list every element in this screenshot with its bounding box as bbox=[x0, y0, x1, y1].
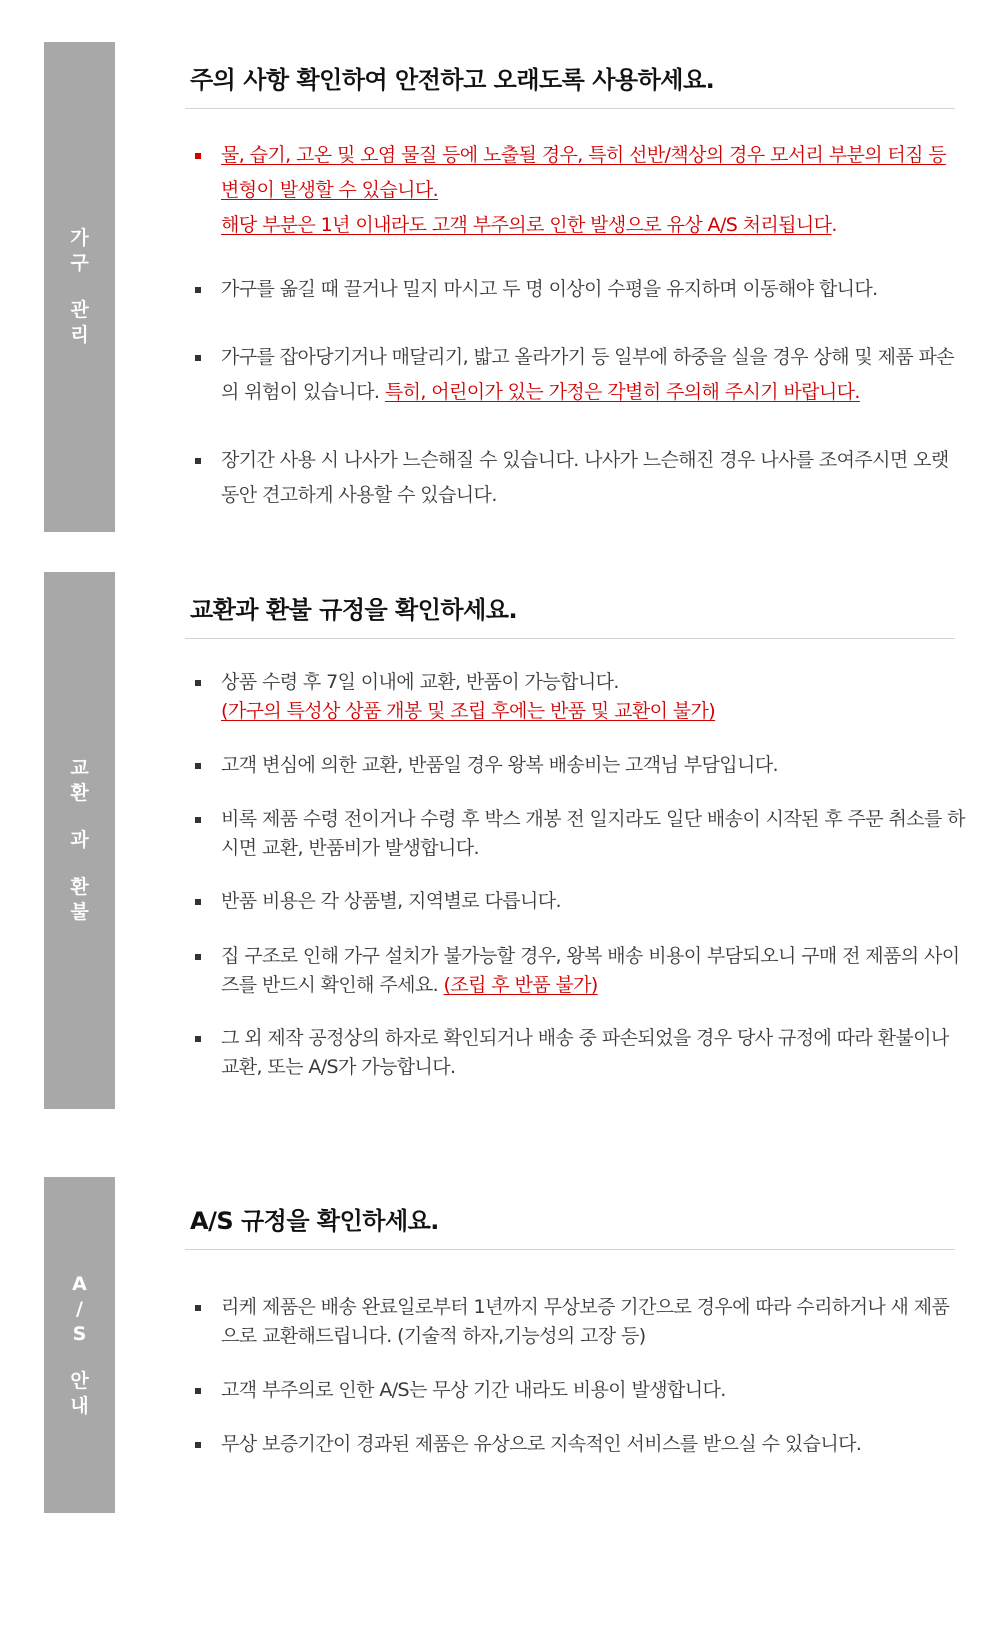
side-char: 가 bbox=[70, 227, 89, 249]
item-text: 고객 변심에 의한 교환, 반품일 경우 왕복 배송비는 고객님 부담입니다. bbox=[221, 754, 778, 776]
side-char: 구 bbox=[70, 252, 89, 274]
side-char: S bbox=[72, 1322, 87, 1345]
warning-text: (조립 후 반품 불가) bbox=[443, 974, 598, 996]
divider bbox=[185, 1249, 955, 1250]
side-char: 안 bbox=[70, 1369, 89, 1392]
item-text: 그 외 제작 공정상의 하자로 확인되거나 배송 중 파손되었을 경우 당사 규정에 따라 환불이나 교환, 또는 A/S가 가능합니다. bbox=[221, 1027, 949, 1078]
item-text: 가구를 옮길 때 끌거나 밀지 마시고 두 명 이상이 수평을 유지하며 이동해야 합니다. bbox=[221, 278, 878, 300]
bullet-icon bbox=[195, 1442, 201, 1448]
item-text: 고객 부주의로 인한 A/S는 무상 기간 내라도 비용이 발생합니다. bbox=[221, 1379, 726, 1401]
item-text: 가구를 잡아당기거나 매달리기, 밟고 올라가기 등 일부에 하중을 실을 경우 상해 및 제품 파손의 위험이 있습니다. bbox=[221, 346, 955, 403]
warning-text: 특히, 어린이가 있는 가정은 각별히 주의해 주시기 바랍니다. bbox=[384, 381, 860, 403]
side-char: 교 bbox=[70, 757, 89, 779]
section-heading: 교환과 환불 규정을 확인하세요. bbox=[190, 596, 518, 624]
bullet-icon bbox=[195, 1388, 201, 1394]
section-heading: A/S 규정을 확인하세요. bbox=[190, 1207, 439, 1235]
item-text: 반품 비용은 각 상품별, 지역별로 다릅니다. bbox=[221, 890, 561, 912]
item-text: 리케 제품은 배송 완료일로부터 1년까지 무상보증 기간으로 경우에 따라 수리하거나 새 제품으로 교환해드립니다. (기술적 하자,기능성의 고장 등) bbox=[221, 1296, 950, 1347]
bullet-icon bbox=[195, 1305, 201, 1311]
item-text: 집 구조로 인해 가구 설치가 불가능할 경우, 왕복 배송 비용이 부담되오니 구매 전 제품의 사이즈를 반드시 확인해 주세요. bbox=[221, 945, 960, 996]
side-tab-as-guide bbox=[44, 1177, 115, 1513]
warning-text: (가구의 특성상 상품 개봉 및 조립 후에는 반품 및 교환이 불가) bbox=[221, 700, 716, 722]
list-item bbox=[195, 1376, 965, 1405]
side-char: 과 bbox=[70, 829, 89, 851]
warning-text: 해당 부분은 1년 이내라도 고객 부주의로 인한 발생으로 유상 A/S 처리됩니다 bbox=[221, 214, 832, 236]
item-text: 상품 수령 후 7일 이내에 교환, 반품이 가능합니다. bbox=[221, 671, 619, 693]
warning-text: 물, 습기, 고온 및 오염 물질 등에 노출될 경우, 특히 선반/책상의 경우 모서리 부분의 터짐 등 bbox=[221, 144, 947, 166]
side-char: / bbox=[76, 1297, 83, 1320]
item-text: 무상 보증기간이 경과된 제품은 유상으로 지속적인 서비스를 받으실 수 있습니다. bbox=[221, 1433, 862, 1455]
list-item bbox=[195, 1293, 965, 1351]
side-char: 불 bbox=[70, 901, 89, 923]
side-char: 환 bbox=[70, 782, 89, 804]
side-char: 리 bbox=[70, 324, 89, 346]
side-char: 환 bbox=[70, 876, 89, 898]
warning-period: . bbox=[831, 214, 837, 236]
side-label bbox=[70, 1272, 88, 1419]
section-heading: 주의 사항 확인하여 안전하고 오래도록 사용하세요. bbox=[190, 66, 715, 94]
list-item bbox=[195, 1430, 965, 1459]
side-char: 내 bbox=[70, 1394, 89, 1417]
side-char: 관 bbox=[70, 299, 89, 321]
item-text: 비록 제품 수령 전이거나 수령 후 박스 개봉 전 일지라도 일단 배송이 시작된 후 주문 취소를 하시면 교환, 반품비가 발생합니다. bbox=[221, 808, 965, 859]
warning-text: 변형이 발생할 수 있습니다. bbox=[221, 179, 439, 201]
side-char: A bbox=[72, 1272, 87, 1295]
item-text: 장기간 사용 시 나사가 느슨해질 수 있습니다. 나사가 느슨해진 경우 나사를 조여주시면 오랫동안 견고하게 사용할 수 있습니다. bbox=[221, 449, 949, 506]
